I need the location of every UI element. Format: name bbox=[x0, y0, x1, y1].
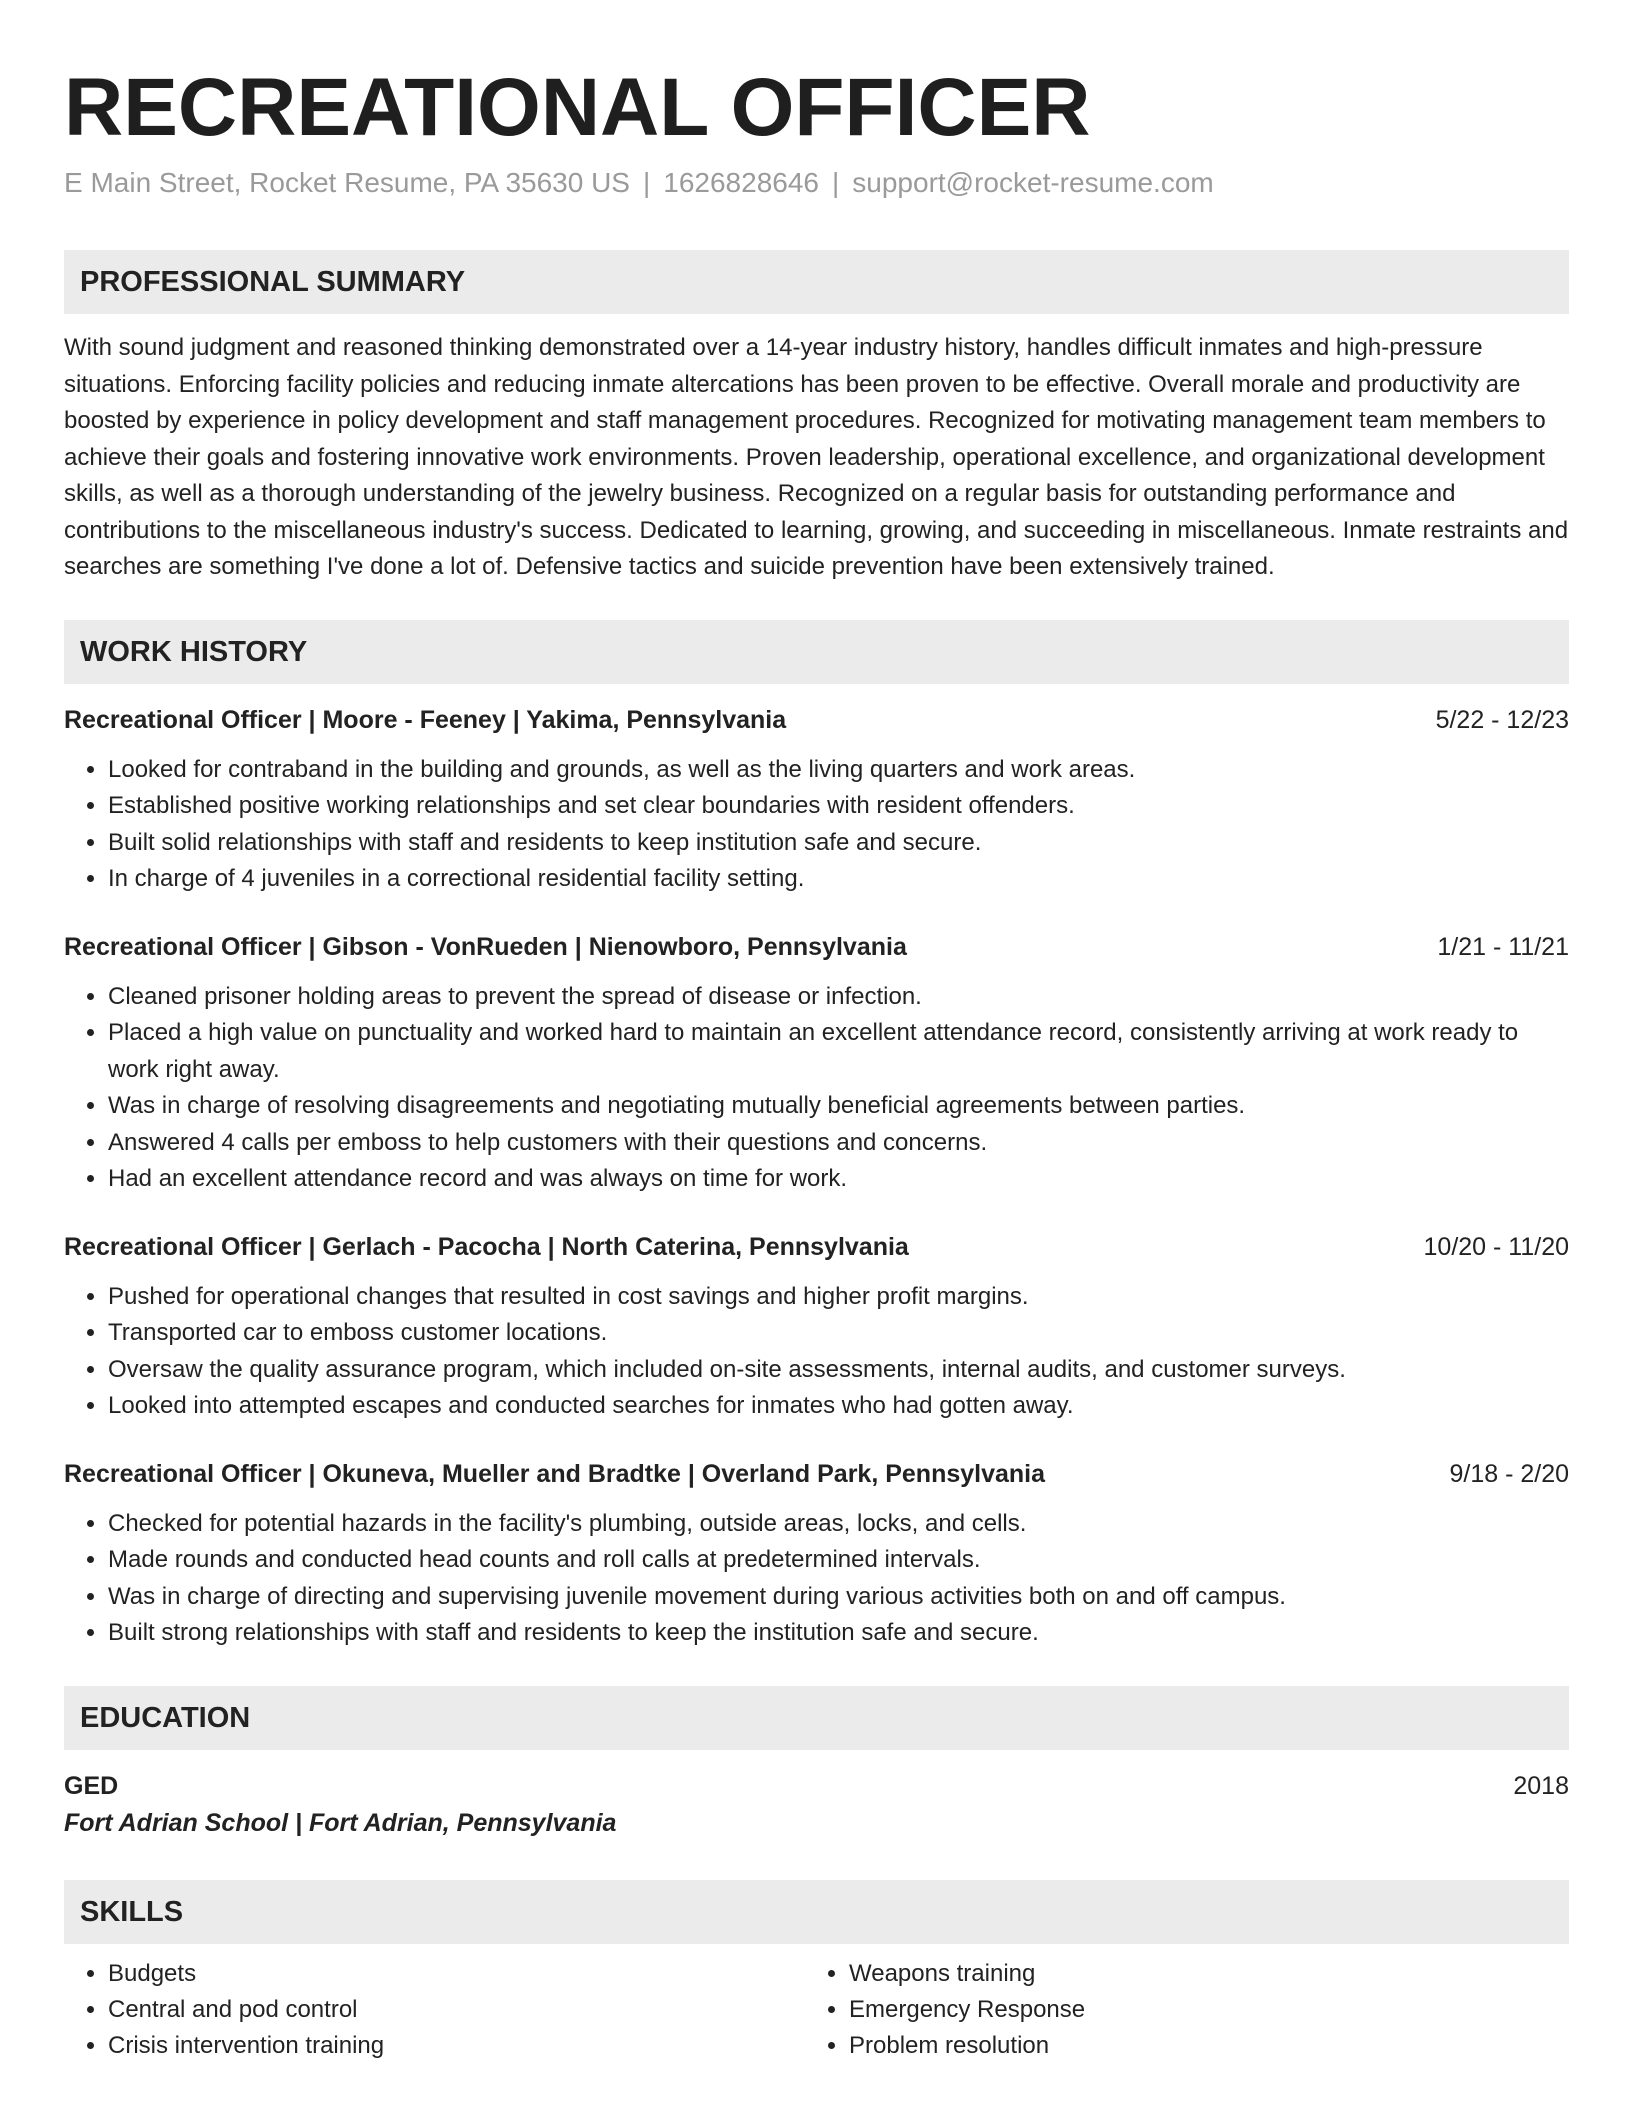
job-title: Recreational Officer | Gerlach - Pacocha | North Caterina, Pennsylvania bbox=[64, 1232, 909, 1261]
job-bullet: • Established positive working relationships and set clear boundaries with resident offenders. bbox=[108, 788, 1569, 825]
job-header bbox=[64, 929, 1569, 965]
skill-item: • Weapons training bbox=[849, 1956, 1565, 1992]
job-bullet: • Built strong relationships with staff and residents to keep the institution safe and secure. bbox=[108, 1615, 1569, 1652]
job-bullet: • Built solid relationships with staff and residents to keep institution safe and secure. bbox=[108, 825, 1569, 862]
contact-separator: | bbox=[642, 167, 651, 198]
contact-separator: | bbox=[832, 167, 840, 198]
section-heading-summary: PROFESSIONAL SUMMARY bbox=[64, 250, 1569, 314]
job-bullet: • Was in charge of directing and supervising juvenile movement during various activities both on and off campus. bbox=[108, 1579, 1569, 1616]
job-bullets bbox=[64, 752, 1569, 898]
job-bullet: • Made rounds and conducted head counts and roll calls at predetermined intervals. bbox=[108, 1542, 1569, 1579]
education-year: 2018 bbox=[1513, 1771, 1569, 1800]
contact-phone: 1626828646 bbox=[663, 167, 819, 198]
job-dates: 10/20 - 11/20 bbox=[1423, 1232, 1569, 1261]
job-title: Recreational Officer | Moore - Feeney | Yakima, Pennsylvania bbox=[64, 705, 787, 734]
job-entry bbox=[64, 929, 1569, 1198]
job-bullet: • Looked for contraband in the building and grounds, as well as the living quarters and work areas. bbox=[108, 752, 1569, 789]
section-heading-skills: SKILLS bbox=[64, 1880, 1569, 1944]
job-bullet: • Was in charge of resolving disagreements and negotiating mutually beneficial agreements between parties. bbox=[108, 1088, 1569, 1125]
job-bullet: • Had an excellent attendance record and was always on time for work. bbox=[108, 1161, 1569, 1198]
job-bullet: • Oversaw the quality assurance program, which included on-site assessments, internal audits, and customer surveys. bbox=[108, 1352, 1569, 1389]
contact-address: E Main Street, Rocket Resume, PA 35630 US bbox=[64, 167, 630, 198]
contact-email[interactable]: support@rocket-resume.com bbox=[852, 167, 1214, 198]
contact-line bbox=[64, 166, 1569, 200]
job-header bbox=[64, 1229, 1569, 1265]
job-title: Recreational Officer | Gibson - VonRueden | Nienowboro, Pennsylvania bbox=[64, 932, 907, 961]
job-bullets bbox=[64, 1506, 1569, 1652]
skills-column-2 bbox=[805, 1956, 1565, 2064]
job-title: Recreational Officer | Okuneva, Mueller and Bradtke | Overland Park, Pennsylvania bbox=[64, 1459, 1046, 1488]
job-entry bbox=[64, 1229, 1569, 1425]
skill-item: • Emergency Response bbox=[849, 1992, 1565, 2028]
skill-item: • Crisis intervention training bbox=[108, 2028, 805, 2064]
job-header bbox=[64, 1456, 1569, 1492]
job-header bbox=[64, 702, 1569, 738]
job-bullet: • Looked into attempted escapes and conducted searches for inmates who had gotten away. bbox=[108, 1388, 1569, 1425]
education-header bbox=[64, 1768, 1569, 1804]
job-bullets bbox=[64, 979, 1569, 1198]
job-bullet: • Cleaned prisoner holding areas to prevent the spread of disease or infection. bbox=[108, 979, 1569, 1016]
job-dates: 1/21 - 11/21 bbox=[1437, 932, 1569, 961]
job-entry bbox=[64, 702, 1569, 898]
job-bullet: • Checked for potential hazards in the facility's plumbing, outside areas, locks, and cells. bbox=[108, 1506, 1569, 1543]
resume-name: RECREATIONAL OFFICER bbox=[64, 62, 1091, 153]
job-dates: 9/18 - 2/20 bbox=[1449, 1459, 1569, 1488]
job-bullet: • Answered 4 calls per emboss to help customers with their questions and concerns. bbox=[108, 1125, 1569, 1162]
education-school: Fort Adrian School | Fort Adrian, Pennsylvania bbox=[64, 1808, 617, 1837]
job-dates: 5/22 - 12/23 bbox=[1435, 705, 1569, 734]
job-bullet: • Transported car to emboss customer locations. bbox=[108, 1315, 1569, 1352]
job-bullet: • Placed a high value on punctuality and worked hard to maintain an excellent attendance record, consistently arriving at work ready to work right away. bbox=[108, 1015, 1569, 1088]
job-entry bbox=[64, 1456, 1569, 1652]
job-bullets bbox=[64, 1279, 1569, 1425]
education-degree: GED bbox=[64, 1771, 119, 1800]
skills-column-1 bbox=[64, 1956, 805, 2064]
skill-item: • Central and pod control bbox=[108, 1992, 805, 2028]
section-heading-education: EDUCATION bbox=[64, 1686, 1569, 1750]
skills-list bbox=[64, 1956, 1569, 2064]
job-bullet: • Pushed for operational changes that resulted in cost savings and higher profit margins. bbox=[108, 1279, 1569, 1316]
summary-text: With sound judgment and reasoned thinking demonstrated over a 14-year industry history, handles difficult inmates and high-pressure situations. Enforcing facility policies and reducing inmate altercations has been proven to be effective. Overall morale and productivity are boosted by experience in policy development and staff management procedures. Recognized for motivating management team members to achieve their goals and fostering innovative work environments. Proven leadership, operational excellence, and organizational development skills, as well as a thorough understanding of the jewelry business. Recognized on a regular basis for outstanding performance and contributions to the miscellaneous industry's success. Dedicated to learning, growing, and succeeding in miscellaneous. Inmate restraints and searches are something I've done a lot of. Defensive tactics and suicide prevention have been extensively trained. bbox=[64, 334, 1569, 580]
skill-item: • Problem resolution bbox=[849, 2028, 1565, 2064]
skill-item: • Budgets bbox=[108, 1956, 805, 1992]
section-heading-work-history: WORK HISTORY bbox=[64, 620, 1569, 684]
job-bullet: • In charge of 4 juveniles in a correctional residential facility setting. bbox=[108, 861, 1569, 898]
